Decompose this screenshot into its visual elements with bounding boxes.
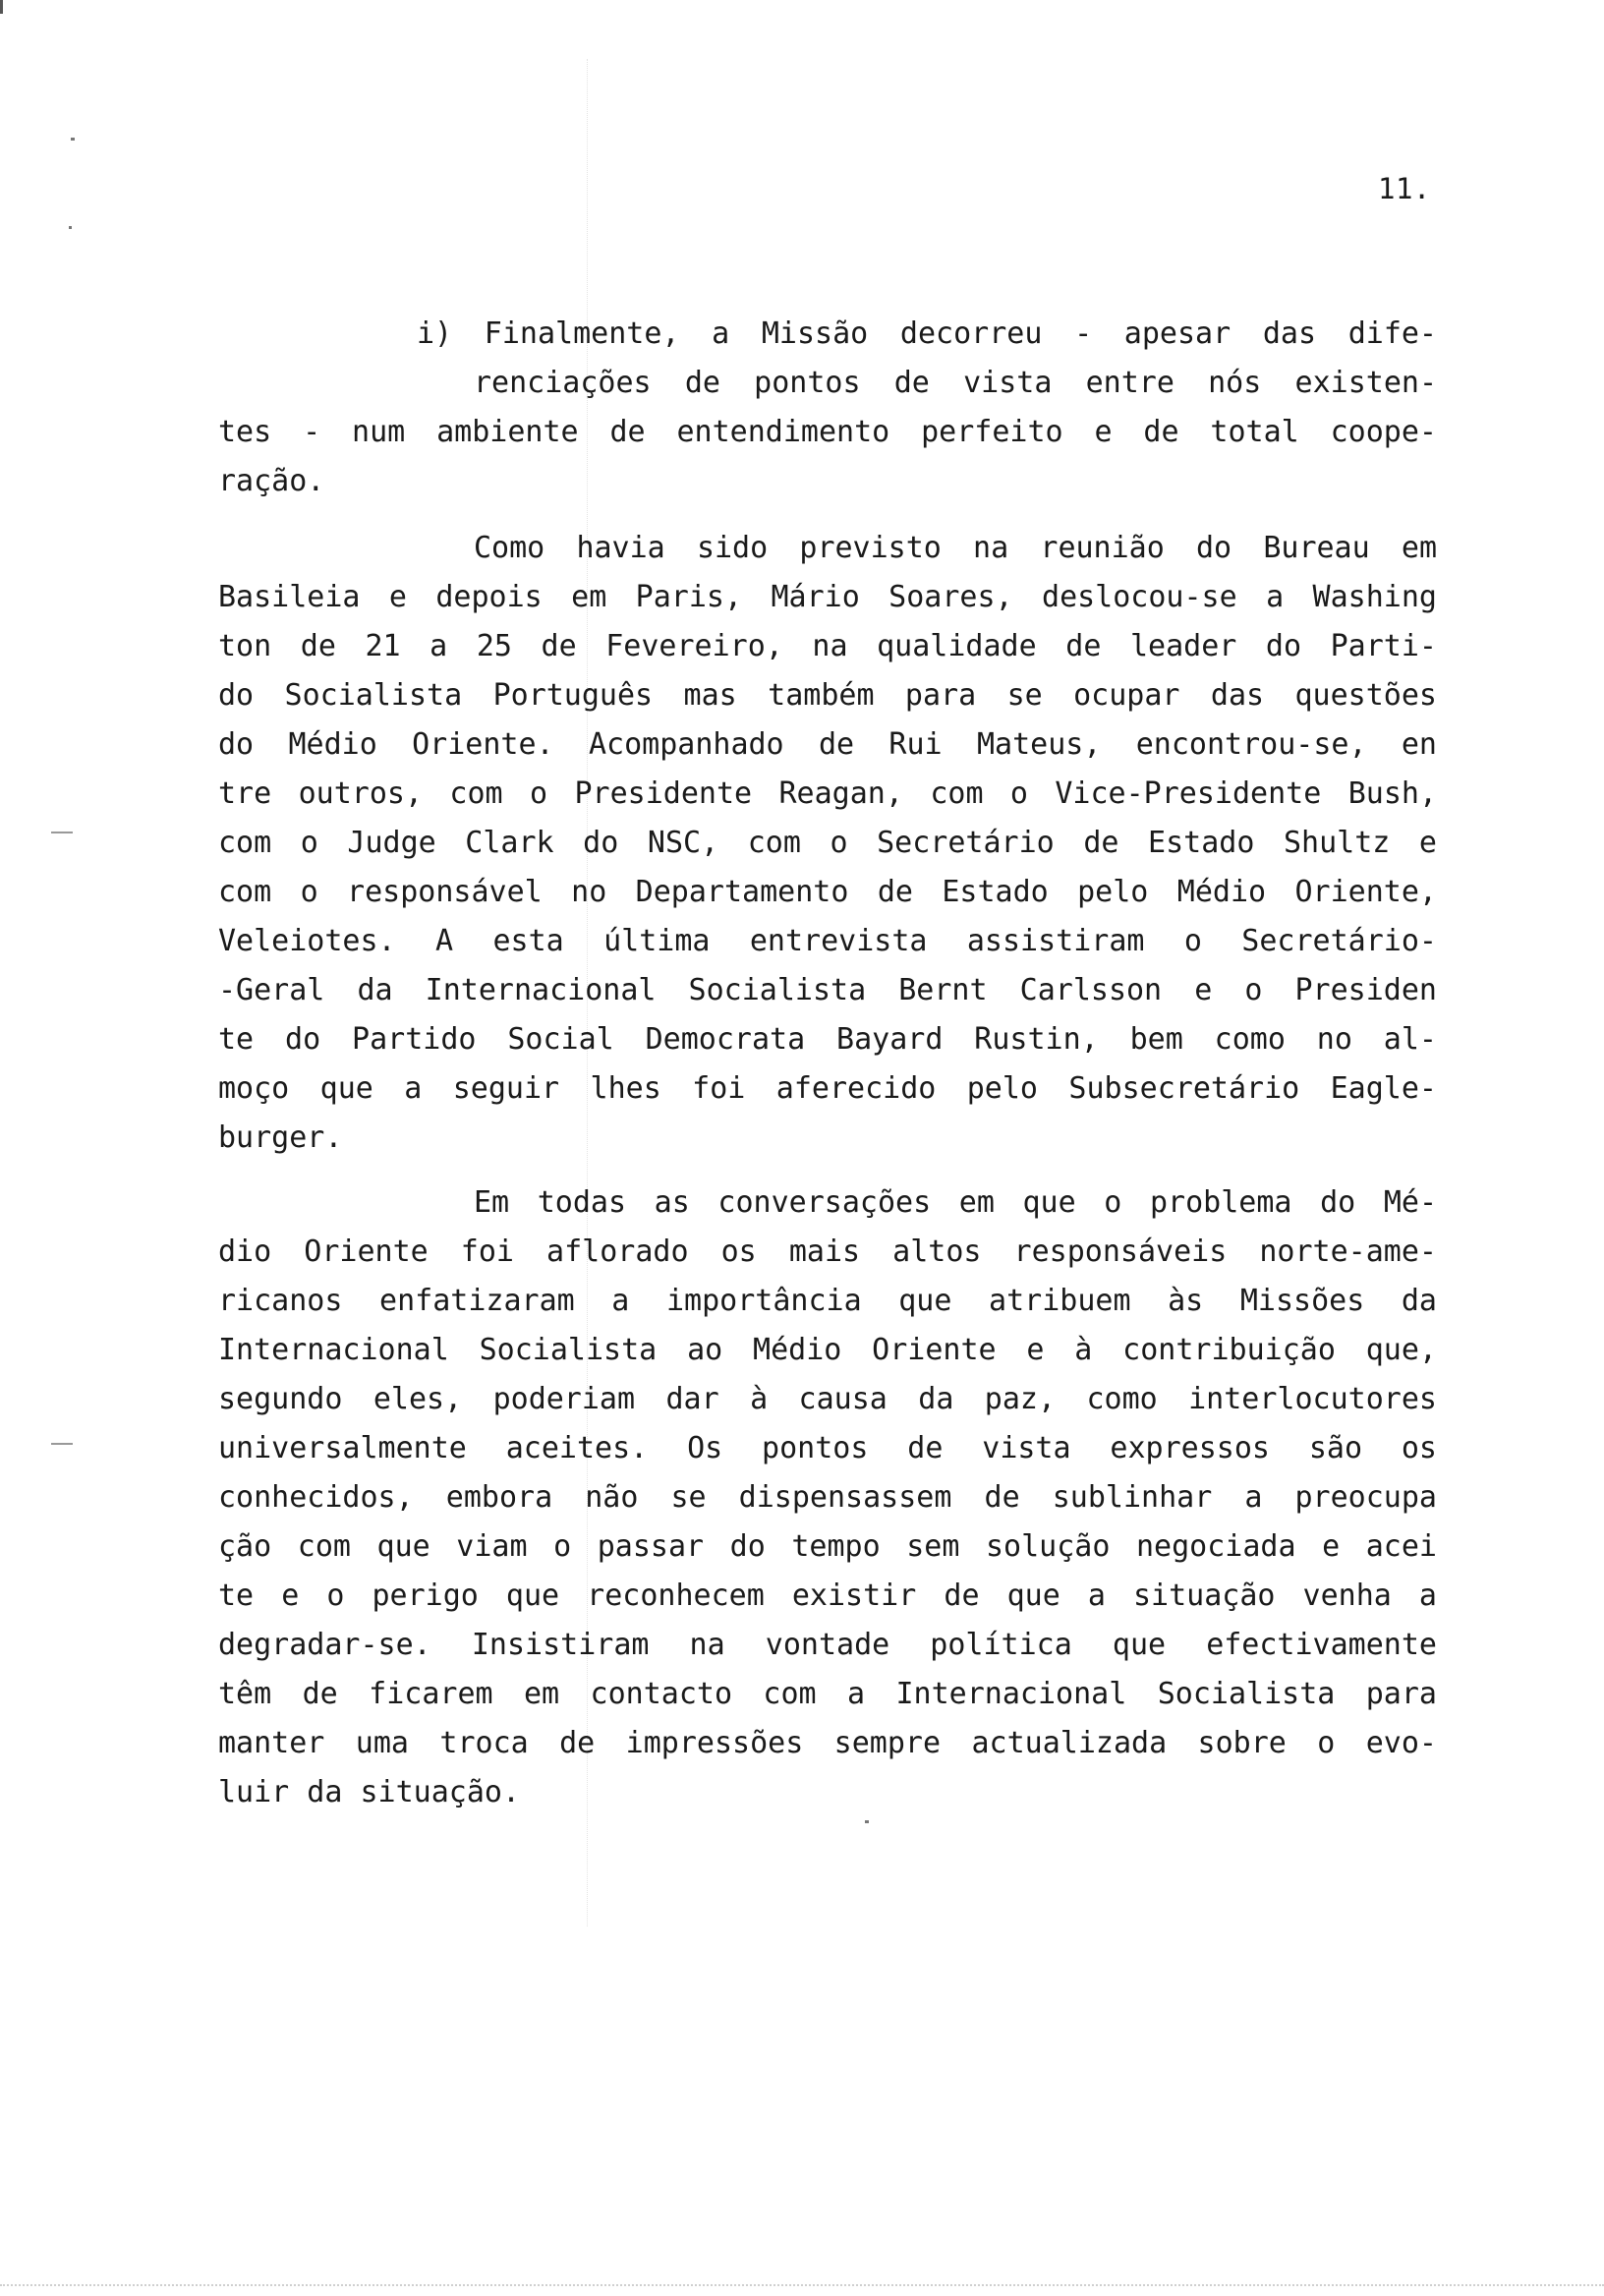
paragraph-1-line-8: com o responsável no Departamento de Estado pelo Médio Oriente,: [218, 875, 1437, 909]
scan-speck: [51, 832, 73, 833]
item-i-line-3: tes - num ambiente de entendimento perfeito e de total coope-: [218, 415, 1437, 449]
item-i-line-4: ração.: [218, 464, 325, 498]
paragraph-2-line-2: dio Oriente foi aflorado os mais altos responsáveis norte-ame-: [218, 1234, 1437, 1269]
paragraph-1-line-4: do Socialista Português mas também para se ocupar das questões: [218, 678, 1437, 713]
paragraph-2-line-13: luir da situação.: [218, 1775, 521, 1809]
scan-bottom-edge: [0, 2284, 1604, 2288]
item-i-line-2: renciações de pontos de vista entre nós existen-: [474, 366, 1437, 400]
paragraph-2-line-4: Internacional Socialista ao Médio Oriente e à contribuição que,: [218, 1333, 1437, 1367]
paragraph-1-line-3: ton de 21 a 25 de Fevereiro, na qualidade de leader do Parti-: [218, 629, 1437, 663]
item-i-line-1: i) Finalmente, a Missão decorreu - apesar das dife-: [417, 316, 1437, 351]
paragraph-1-line-9: Veleiotes. A esta última entrevista assistiram o Secretário-: [218, 924, 1437, 958]
scan-speck: [865, 1820, 869, 1823]
paragraph-2-line-1: Em todas as conversações em que o problema do Mé-: [474, 1185, 1437, 1220]
paragraph-1-line-11: te do Partido Social Democrata Bayard Rustin, bem como no al-: [218, 1022, 1437, 1057]
paragraph-2-line-12: manter uma troca de impressões sempre actualizada sobre o evo-: [218, 1726, 1437, 1760]
paragraph-2-line-10: degradar-se. Insistiram na vontade política que efectivamente: [218, 1628, 1437, 1662]
paragraph-1-line-10: -Geral da Internacional Socialista Bernt Carlsson e o Presiden: [218, 973, 1437, 1007]
paragraph-1-line-1: Como havia sido previsto na reunião do Bureau em: [474, 531, 1437, 565]
paragraph-1-line-5: do Médio Oriente. Acompanhado de Rui Mateus, encontrou-se, en: [218, 727, 1437, 762]
paragraph-1-line-12: moço que a seguir lhes foi aferecido pelo Subsecretário Eagle-: [218, 1071, 1437, 1106]
scan-edge-mark: [0, 0, 3, 14]
paragraph-2-line-6: universalmente aceites. Os pontos de vista expressos são os: [218, 1431, 1437, 1465]
paragraph-2-line-8: ção com que viam o passar do tempo sem solução negociada e acei: [218, 1529, 1437, 1564]
scan-speck: [71, 138, 75, 141]
page-number: 11.: [1378, 172, 1431, 205]
paragraph-1-line-7: com o Judge Clark do NSC, com o Secretário de Estado Shultz e: [218, 826, 1437, 860]
paragraph-2-line-5: segundo eles, poderiam dar à causa da paz, como interlocutores: [218, 1382, 1437, 1416]
paragraph-2-line-11: têm de ficarem em contacto com a Internacional Socialista para: [218, 1677, 1437, 1711]
paragraph-2-line-9: te e o perigo que reconhecem existir de que a situação venha a: [218, 1578, 1437, 1613]
scan-speck: [51, 1443, 73, 1445]
paragraph-2-line-7: conhecidos, embora não se dispensassem de sublinhar a preocupa: [218, 1480, 1437, 1515]
paragraph-2-line-3: ricanos enfatizaram a importância que atribuem às Missões da: [218, 1284, 1437, 1318]
paragraph-1-line-2: Basileia e depois em Paris, Mário Soares, deslocou-se a Washing: [218, 580, 1437, 614]
paragraph-1-line-13: burger.: [218, 1120, 343, 1155]
paragraph-1-line-6: tre outros, com o Presidente Reagan, com o Vice-Presidente Bush,: [218, 776, 1437, 811]
scan-speck: [69, 226, 72, 229]
